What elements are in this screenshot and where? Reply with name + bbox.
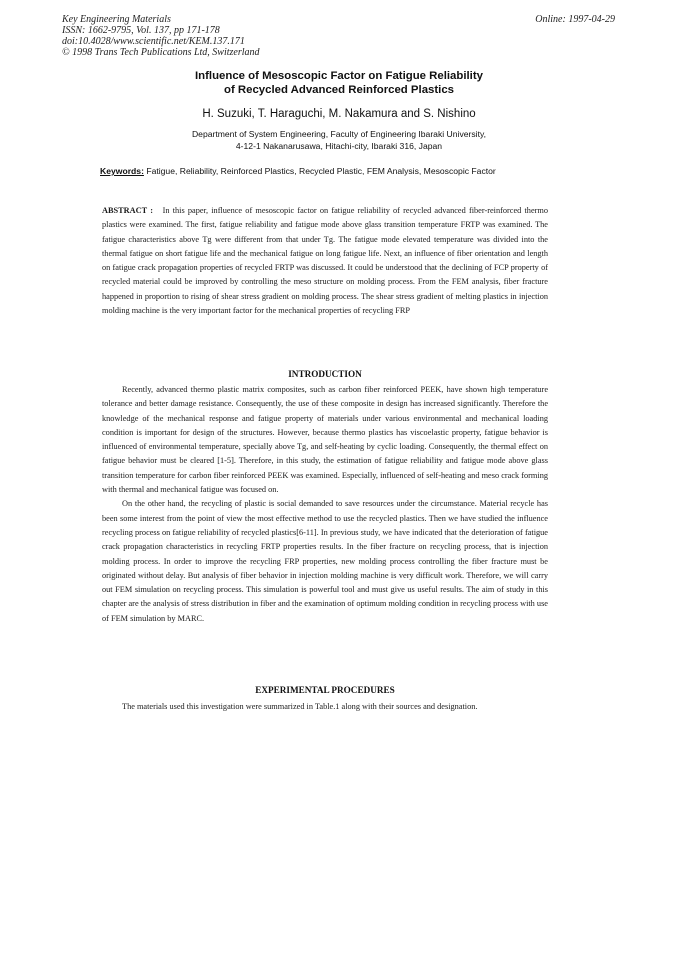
introduction-heading: INTRODUCTION bbox=[288, 369, 362, 379]
introduction-paragraph-2: On the other hand, the recycling of plastic is social demanded to save resources under the circumstance. Material recycle has been some interest from the point of view the most effective method to use the recycled plastics. Then we have studied the influence recycling process on fatigue reliability of recycled plastics[6-11]. In previous study, we have indicated that the deterioration of fatigue crack propagation characteristics in recycling FRTP properties results. In the fiber fracture on recycling process, that is injection molding process. In order to improve the recycling FRP properties, new molding process controlling the fiber fracture must be originated without delay. But analysis of fiber behavior in injection molding machine is very difficult work. Therefore, we will carry out FEM simulation on recycling process. This simulation is powerful tool and must give us useful results. The aim of study in this chapter are the analysis of stress distribution in fiber and the examination of optimum molding condition in recycling process with use of FEM simulation by MARC. bbox=[102, 499, 548, 623]
journal-name: Key Engineering Materials bbox=[62, 14, 171, 25]
introduction-body bbox=[102, 383, 548, 626]
introduction-paragraph-1: Recently, advanced thermo plastic matrix composites, such as carbon fiber reinforced PEEK, have shown high temperature tolerance and better damage resistance. Consequently, the use of these composite in design has increased significantly. Therefore the knowledge of the mechanical response and fatigue property of materials under various environmental and mechanical loading condition is important for design of the structures. However, because thermo plastics has viscoelastic property, fatigue behavior is influenced of environmental temperature, specially above Tg, and self-heating by cyclic loading. Consequently, the thermal effect on fatigue behavior must be cleared [1-5]. Therefore, in this study, the estimation of fatigue reliability and fatigue mode above glass transition temperature for carbon fiber reinforced PEEK was examined. Especially, influenced of self-heating and meso crack forming with thermal and mechanical fatigue was focused on. bbox=[102, 385, 548, 495]
keywords-label: Keywords: bbox=[100, 166, 144, 176]
abstract-text: In this paper, influence of mesoscopic factor on fatigue reliability of recycled advanced fiber-reinforced thermo plastics were examined. The first, fatigue reliability and fatigue mode above glass transition temperature FRTP was examined. The fatigue characteristics above Tg were different from that under Tg. The fatigue mode elevated temperature was divided into the thermal fatigue on short fatigue life and the mechanical fatigue on long fatigue life. Next, an influence of fiber orientation and length on fatigue crack propagation properties of recycled FRTP was discussed. It could be understood that the declining of FCP property of recycled material could be improved by controlling the meso structure on molding process. From the FEM analysis, fiber fracture happened in proportion to rising of shear stress gradient on molding process. The shear stress gradient of melting plastics in injection molding machine is the very important factor for the mechanical properties of recycling FRP bbox=[102, 206, 548, 316]
abstract bbox=[102, 204, 548, 318]
journal-metadata bbox=[62, 14, 260, 58]
keywords bbox=[100, 166, 552, 177]
online-date: Online: 1997-04-29 bbox=[535, 14, 615, 25]
issn-line: ISSN: 1662-9795, Vol. 137, pp 171-178 bbox=[62, 25, 220, 36]
affiliation bbox=[90, 128, 588, 152]
title-line-2: of Recycled Advanced Reinforced Plastics bbox=[223, 84, 454, 96]
author-list: H. Suzuki, T. Haraguchi, M. Nakamura and S. Nishino bbox=[202, 108, 476, 120]
abstract-label: ABSTRACT : bbox=[102, 206, 153, 215]
experimental-body bbox=[102, 700, 548, 714]
paper-title bbox=[100, 69, 578, 97]
keywords-text: Fatigue, Reliability, Reinforced Plastics, Recycled Plastic, FEM Analysis, Mesoscopic Factor bbox=[146, 166, 496, 176]
doi-line: doi:10.4028/www.scientific.net/KEM.137.171 bbox=[62, 36, 245, 47]
affiliation-line-1: Department of System Engineering, Faculty of Engineering Ibaraki University, bbox=[191, 129, 487, 139]
experimental-paragraph-1: The materials used this investigation were summarized in Table.1 along with their sources and designation. bbox=[122, 702, 478, 711]
title-line-1: Influence of Mesoscopic Factor on Fatigue Reliability bbox=[195, 70, 483, 82]
affiliation-line-2: 4-12-1 Nakanarusawa, Hitachi-city, Ibaraki 316, Japan bbox=[235, 141, 443, 151]
experimental-heading: EXPERIMENTAL PROCEDURES bbox=[255, 685, 395, 695]
copyright-line: © 1998 Trans Tech Publications Ltd, Switzerland bbox=[62, 47, 260, 58]
